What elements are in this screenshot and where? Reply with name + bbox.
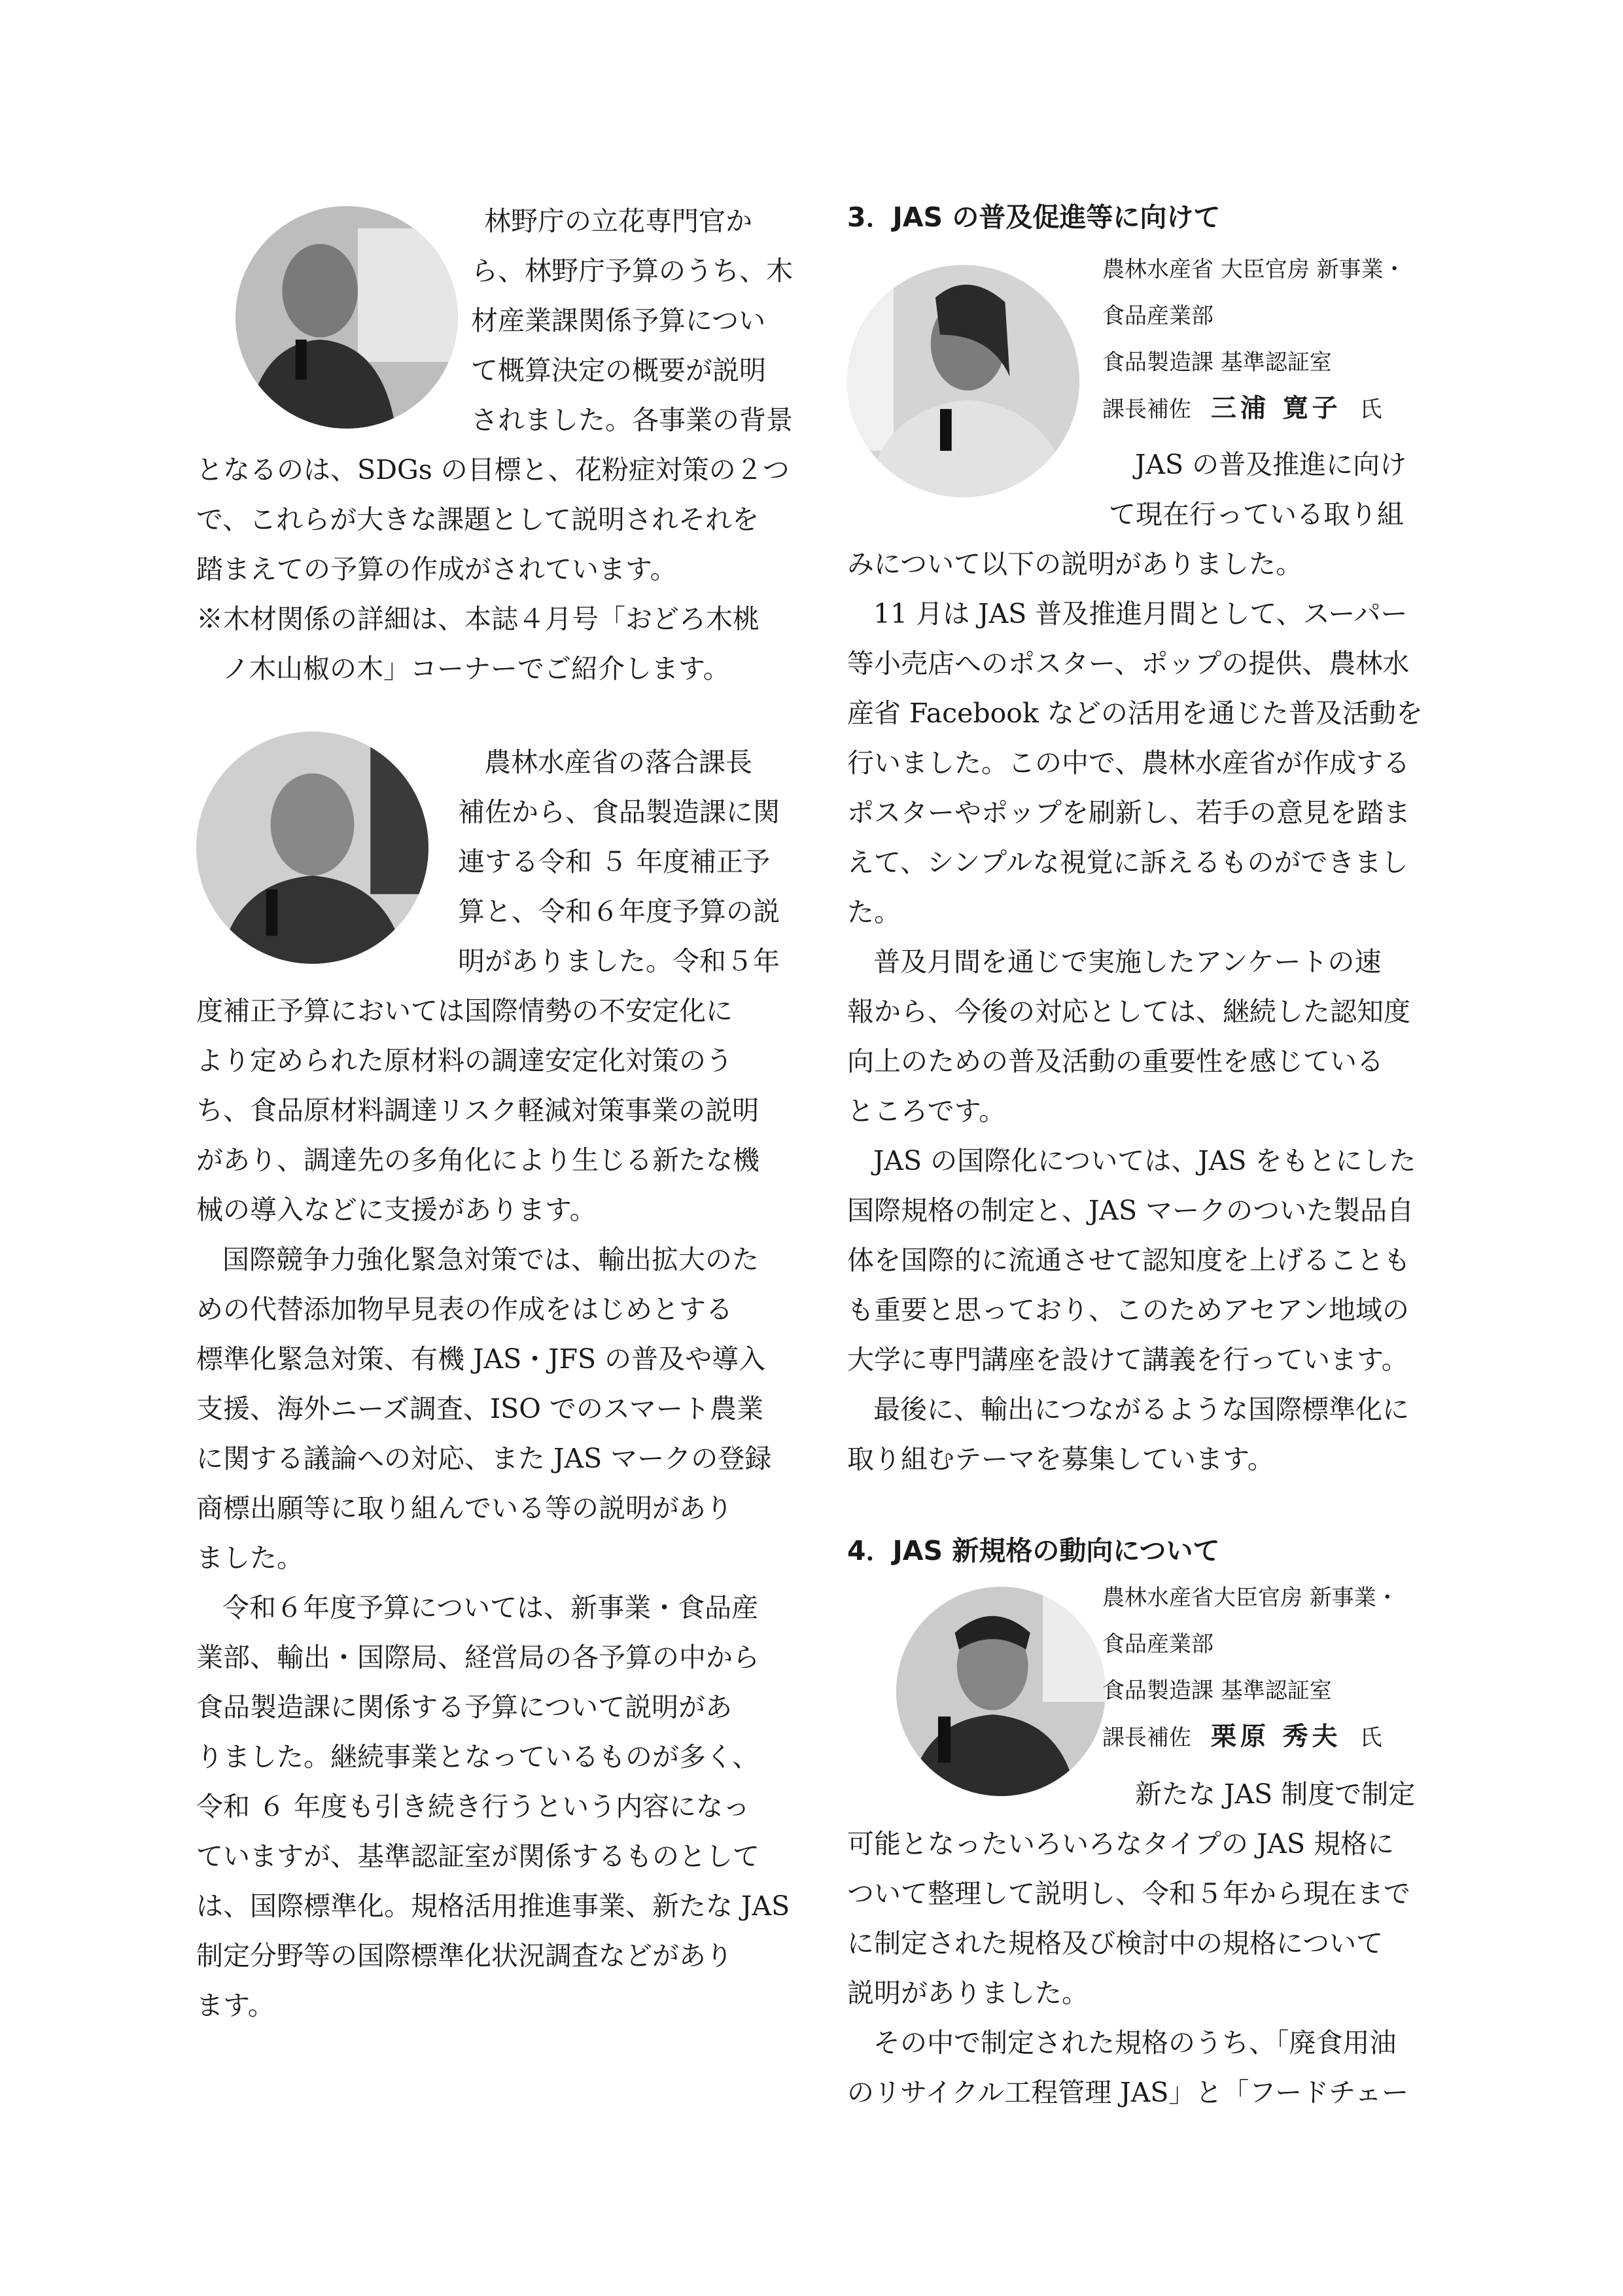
section-3-affiliation-3: 食品製造課 基準認証室 bbox=[1102, 349, 1332, 376]
section-4-affiliation-2: 食品産業部 bbox=[1102, 1631, 1213, 1657]
text-line: 食品製造課に関係する予算について説明があ bbox=[196, 1691, 733, 1723]
text-line: 踏まえての予算の作成がされています。 bbox=[196, 554, 677, 585]
text-line: 国際競争力強化緊急対策では、輸出拡大のた bbox=[222, 1244, 759, 1275]
text-line: 補佐から、食品製造課に関 bbox=[458, 796, 780, 828]
text-line: ました。 bbox=[196, 1542, 304, 1574]
text-line: 林野庁の立花専門官か bbox=[484, 205, 752, 237]
speaker-photo-kurihara bbox=[896, 1587, 1106, 1796]
text-line: 向上のための普及活動の重要性を感じている bbox=[847, 1046, 1384, 1077]
note-line: ※木材関係の詳細は、本誌４月号「おどろ木桃 bbox=[196, 603, 759, 635]
text-line: 算と、令和６年度予算の説 bbox=[458, 896, 780, 927]
text-line: 材産業課関係予算につい bbox=[471, 305, 766, 336]
text-line: りました。継続事業となっているものが多く、 bbox=[196, 1741, 759, 1773]
text-line: 標準化緊急対策、有機 JAS・JFS の普及や導入 bbox=[196, 1343, 766, 1375]
text-line: のリサイクル工程管理 JAS」と「フードチェー bbox=[847, 2077, 1408, 2108]
person-photo-icon bbox=[196, 732, 428, 964]
text-line: も重要と思っており、このためアセアン地域の bbox=[847, 1294, 1409, 1326]
text-line: ていますが、基準認証室が関係するものとして bbox=[196, 1841, 759, 1872]
text-line: JAS の国際化については、JAS をもとにした bbox=[873, 1145, 1416, 1176]
section-3-heading: 3．JAS の普及促進等に向けて bbox=[847, 202, 1221, 233]
text-line: 取り組むテーマを募集しています。 bbox=[847, 1443, 1274, 1475]
text-line: されました。各事業の背景 bbox=[471, 404, 793, 436]
person-photo-icon bbox=[236, 206, 458, 429]
text-line: 11 月は JAS 普及推進月間として、スーパー bbox=[873, 598, 1408, 629]
text-line: があり、調達先の多角化により生じる新たな機 bbox=[196, 1144, 759, 1176]
text-line: 産省 Facebook などの活用を通じた普及活動を bbox=[847, 698, 1423, 729]
text-line: 行いました。この中で、農林水産省が作成する bbox=[847, 747, 1410, 779]
person-photo-icon bbox=[896, 1587, 1106, 1796]
section-4-affiliation-1: 農林水産省大臣官房 新事業・ bbox=[1102, 1585, 1399, 1611]
text-line: 商標出願等に取り組んでいる等の説明があり bbox=[196, 1492, 733, 1524]
note-line: ノ木山椒の木」コーナーでご紹介します。 bbox=[222, 653, 730, 684]
text-line: 械の導入などに支援があります。 bbox=[196, 1194, 597, 1226]
speaker-role: 課長補佐 bbox=[1102, 397, 1191, 423]
text-line: 最後に、輸出につながるような国際標準化に bbox=[873, 1394, 1410, 1425]
text-line: 令和 ６ 年度も引き続き行うという内容になっ bbox=[196, 1791, 750, 1822]
speaker-photo-miura bbox=[847, 265, 1079, 497]
text-line: 体を国際的に流通させて認知度を上げることも bbox=[847, 1245, 1410, 1276]
text-line: て概算決定の概要が説明 bbox=[471, 355, 766, 386]
text-line: ところです。 bbox=[847, 1095, 1006, 1127]
section-3-speaker bbox=[1102, 394, 1382, 423]
person-photo-icon bbox=[847, 265, 1079, 497]
text-line: 国際規格の制定と、JAS マークのついた製品自 bbox=[847, 1195, 1414, 1226]
text-line: 支援、海外ニーズ調査、ISO でのスマート農業 bbox=[196, 1393, 764, 1424]
speaker-honorific: 氏 bbox=[1359, 397, 1382, 423]
text-line: ついて整理して説明し、令和５年から現在まで bbox=[847, 1878, 1410, 1909]
text-line: は、国際標準化。規格活用推進事業、新たな JAS bbox=[196, 1890, 790, 1922]
text-line: 報から、今後の対応としては、継続した認知度 bbox=[847, 996, 1410, 1027]
text-line: に関する議論への対応、また JAS マークの登録 bbox=[196, 1443, 772, 1474]
section-4-affiliation-3: 食品製造課 基準認証室 bbox=[1102, 1678, 1332, 1704]
section-4-speaker bbox=[1102, 1722, 1382, 1752]
text-line: 連する令和 ５ 年度補正予 bbox=[458, 846, 771, 877]
text-line: 新たな JAS 制度で制定 bbox=[1135, 1778, 1416, 1810]
text-line: 普及月間を通じで実施したアンケートの速 bbox=[873, 946, 1382, 978]
text-line: ます。 bbox=[196, 1990, 275, 2021]
section-3-affiliation-1: 農林水産省 大臣官房 新事業・ bbox=[1102, 256, 1406, 283]
text-line: 度補正予算においては国際情勢の不安定化に bbox=[196, 995, 733, 1027]
section-4-heading: 4．JAS 新規格の動向について bbox=[847, 1535, 1220, 1566]
text-line: えて、シンプルな視覚に訴えるものができまし bbox=[847, 847, 1408, 878]
text-line: より定められた原材料の調達安定化対策のう bbox=[196, 1045, 733, 1076]
text-line: その中で制定された規格のうち、「廃食用油 bbox=[873, 2027, 1397, 2058]
text-line: みについて以下の説明がありました。 bbox=[847, 548, 1303, 580]
text-line: ら、林野庁予算のうち、木 bbox=[471, 255, 793, 287]
text-line: 可能となったいろいろなタイプの JAS 規格に bbox=[847, 1828, 1395, 1860]
speaker-name: 三浦 寛子 bbox=[1211, 394, 1342, 423]
speaker-photo-tachibana bbox=[236, 206, 458, 429]
text-line: ち、食品原材料調達リスク軽減対策事業の説明 bbox=[196, 1095, 759, 1126]
text-line: 制定分野等の国際標準化状況調査などがあり bbox=[196, 1940, 733, 1971]
text-line: JAS の普及推進に向け bbox=[1135, 449, 1407, 480]
text-line: めの代替添加物早見表の作成をはじめとする bbox=[196, 1294, 733, 1325]
speaker-photo-ochiai bbox=[196, 732, 428, 964]
text-line: 等小売店へのポスター、ポップの提供、農林水 bbox=[847, 648, 1410, 679]
text-line: 業部、輸出・国際局、経営局の各予算の中から bbox=[196, 1642, 759, 1673]
text-line: 大学に専門講座を設けて講義を行っています。 bbox=[847, 1344, 1408, 1375]
text-line: 説明がありました。 bbox=[847, 1977, 1089, 2009]
speaker-role: 課長補佐 bbox=[1102, 1725, 1191, 1751]
text-line: て現在行っている取り組 bbox=[1109, 499, 1404, 530]
text-line: で、これらが大きな課題として説明されそれを bbox=[196, 504, 759, 535]
text-line: となるのは、SDGs の目標と、花粉症対策の２つ bbox=[196, 454, 790, 486]
section-3-affiliation-2: 食品産業部 bbox=[1102, 303, 1213, 329]
text-line: 明がありました。令和５年 bbox=[458, 945, 780, 977]
text-line: 農林水産省の落合課長 bbox=[484, 747, 752, 778]
text-line: た。 bbox=[847, 896, 901, 928]
speaker-name: 栗原 秀夫 bbox=[1211, 1722, 1342, 1752]
text-line: 令和６年度予算については、新事業・食品産 bbox=[222, 1592, 759, 1623]
speaker-honorific: 氏 bbox=[1359, 1725, 1382, 1751]
text-line: ポスターやポップを刷新し、若手の意見を踏ま bbox=[847, 797, 1410, 828]
text-line: に制定された規格及び検討中の規格について bbox=[847, 1928, 1384, 1959]
